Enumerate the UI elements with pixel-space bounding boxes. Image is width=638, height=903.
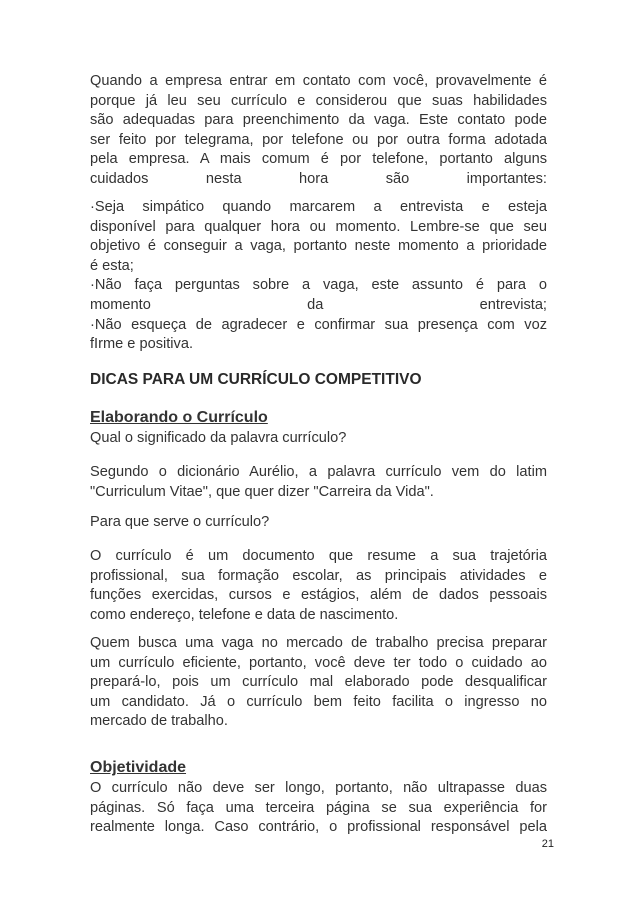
text-line: funções exercidas, cursos e estágios, além de dados pessoais xyxy=(90,587,547,604)
text-line: momento da entrevista; xyxy=(90,296,547,313)
text-line: mercado de trabalho. xyxy=(90,713,228,730)
subheading-elaborando: Elaborando o Currículo xyxy=(90,409,268,426)
text-line: Quem busca uma vaga no mercado de trabalho precisa preparar xyxy=(90,635,547,651)
answer-serve-lines xyxy=(90,547,547,625)
paragraph-objetividade-lines xyxy=(90,779,547,838)
text-line: disponível para qualquer hora ou momento. Lembre-se que seu xyxy=(90,218,547,235)
paragraph-objetividade-block xyxy=(90,779,547,838)
text-line: Segundo o dicionário Aurélio, a palavra currículo vem do latim xyxy=(90,464,547,480)
text-line: fIrme e positiva. xyxy=(90,336,194,353)
text-line: O currículo não deve ser longo, portanto, não ultrapasse duas xyxy=(90,780,547,796)
objetividade-block xyxy=(90,758,547,778)
section-heading-block xyxy=(90,370,547,390)
text-line: ·Não faça perguntas sobre a vaga, este assunto é para o xyxy=(90,277,547,294)
tips-list xyxy=(90,198,547,355)
text-line: um currículo eficiente, portanto, você deve ter todo o cuidado ao xyxy=(90,654,547,671)
text-line: prepará-lo, pois um currículo mal elaborado pode desqualificar xyxy=(90,674,547,691)
answer-significado-block xyxy=(90,463,547,502)
text-line: é esta; xyxy=(90,257,134,274)
text-line: porque já leu seu currículo e considerou que suas habilidades xyxy=(90,92,547,109)
question-significado: Qual o significado da palavra currículo? xyxy=(90,430,347,446)
text-line: pela empresa. A mais comum é por telefone, portanto alguns xyxy=(90,151,547,168)
text-line: cuidados nesta hora são importantes: xyxy=(90,170,547,187)
text-line: objetivo é conseguir a vaga, portanto neste momento a prioridade xyxy=(90,238,547,255)
tips-lines xyxy=(90,198,547,355)
text-line: ·Não esqueça de agradecer e confirmar sua presença com voz xyxy=(90,316,547,333)
elaborando-block xyxy=(90,408,547,428)
text-line: profissional, sua formação escolar, as principais atividades e xyxy=(90,567,547,584)
text-line: são adequadas para preenchimento da vaga. Este contato pode xyxy=(90,112,547,129)
text-line: Quando a empresa entrar em contato com você, provavelmente é xyxy=(90,73,547,89)
text-line: um candidato. Já o currículo bem feito facilita o ingresso no xyxy=(90,693,547,710)
section-heading: DICAS PARA UM CURRÍCULO COMPETITIVO xyxy=(90,371,422,388)
text-line: como endereço, telefone e data de nascimento. xyxy=(90,606,399,623)
text-line: O currículo é um documento que resume a sua trajetória xyxy=(90,548,547,564)
text-line: ·Seja simpático quando marcarem a entrevista e esteja xyxy=(90,199,547,215)
text-line: ser feito por telegrama, por telefone ou por outra forma adotada xyxy=(90,131,547,148)
paragraph-vaga-block xyxy=(90,634,547,732)
intro-paragraph xyxy=(90,72,547,190)
page-number: 21 xyxy=(541,838,554,850)
text-line: páginas. Só faça uma terceira página se sua experiência for xyxy=(90,799,547,816)
subheading-objetividade: Objetividade xyxy=(90,759,187,776)
question-serve: Para que serve o currículo? xyxy=(90,514,270,530)
paragraph-vaga-lines xyxy=(90,634,547,732)
text-line: realmente longa. Caso contrário, o profissional responsável pela xyxy=(90,819,547,836)
answer-serve-block xyxy=(90,547,547,625)
question-serve-block xyxy=(90,513,547,533)
intro-lines xyxy=(90,72,547,190)
question-significado-block xyxy=(90,429,547,449)
text-line: "Curriculum Vitae", que quer dizer "Carreira da Vida". xyxy=(90,483,434,500)
answer-significado-lines xyxy=(90,463,547,502)
